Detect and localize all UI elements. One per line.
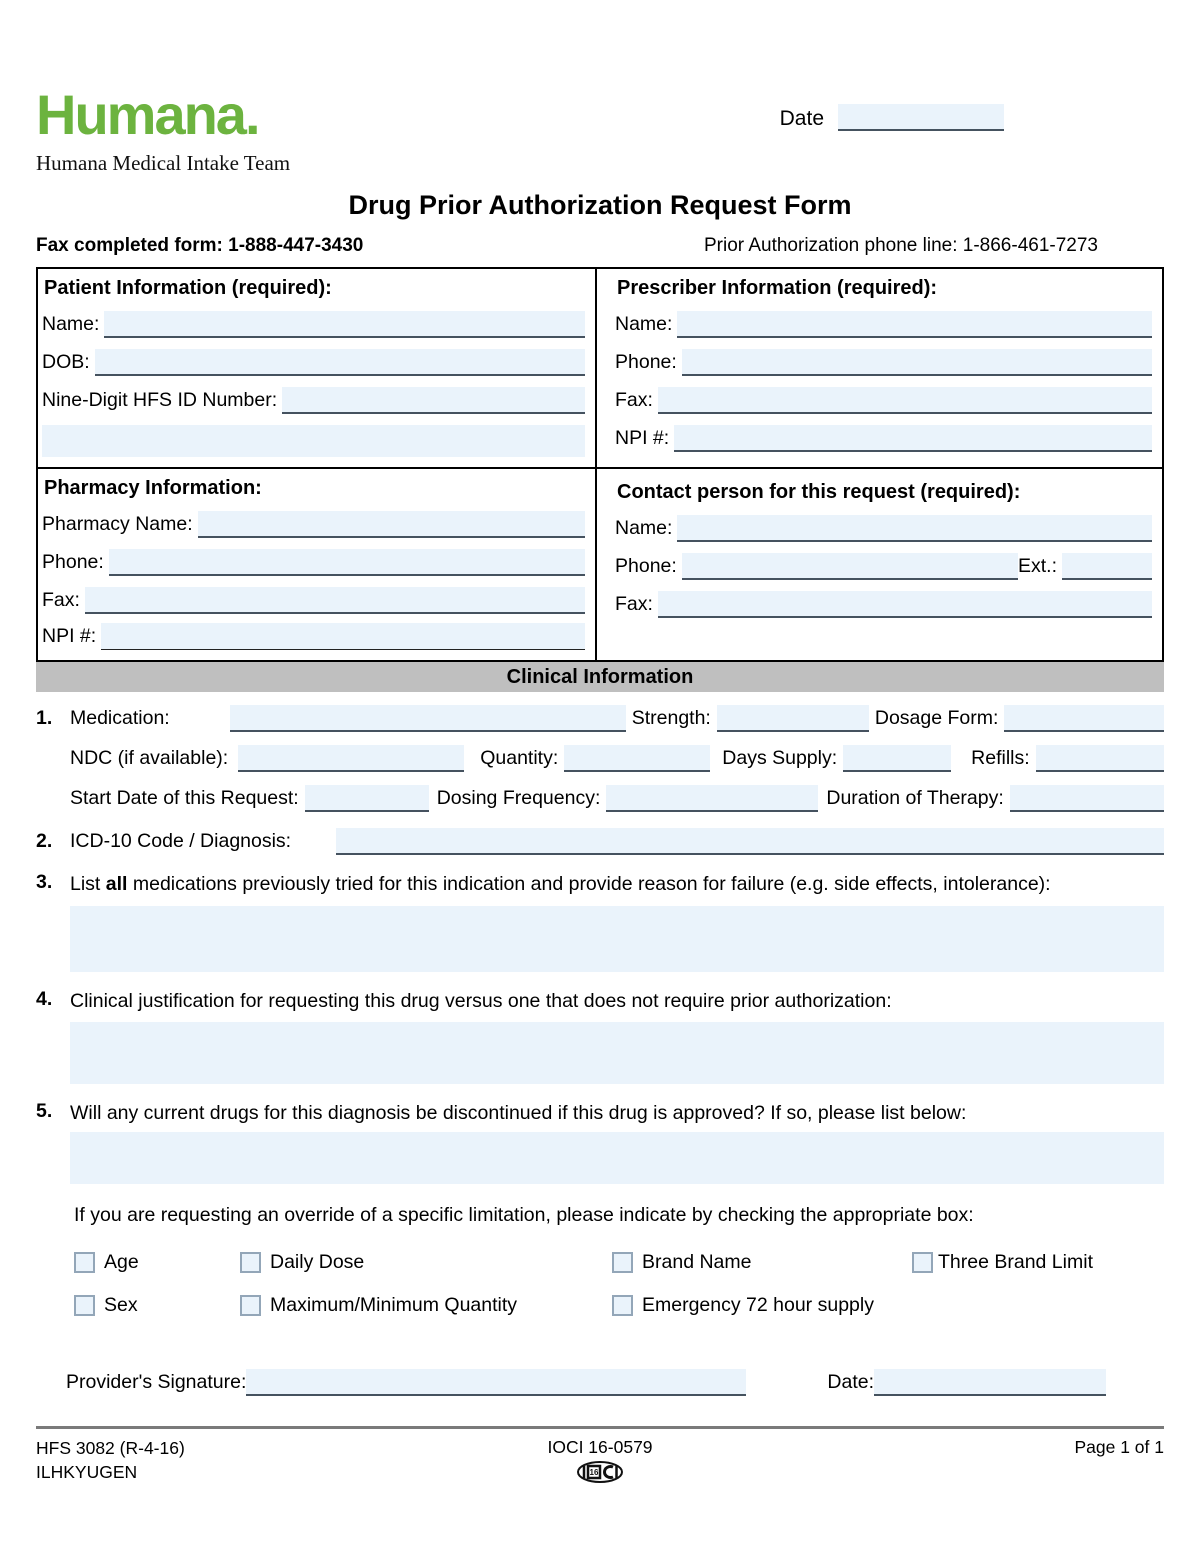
- pharmacy-section: [38, 469, 597, 660]
- ndc-label: NDC (if available):: [70, 747, 229, 770]
- prescriber-phone-label: Phone:: [615, 351, 677, 374]
- ndc-input[interactable]: [238, 745, 464, 772]
- three-brand-limit-checkbox[interactable]: [912, 1252, 933, 1273]
- checkbox-item-age: [74, 1251, 240, 1274]
- item5-answer-area[interactable]: [70, 1132, 1164, 1184]
- age-checkbox-label: Age: [104, 1251, 139, 1274]
- override-instruction: If you are requesting an override of a specific limitation, please indicate by checking the appropriate box:: [74, 1204, 974, 1227]
- duration-input[interactable]: [1010, 785, 1164, 812]
- dosing-frequency-label: Dosing Frequency:: [436, 787, 601, 810]
- logo-block: [36, 83, 291, 176]
- prescriber-phone-input[interactable]: [682, 349, 1152, 376]
- footer-form-id: [36, 1437, 547, 1491]
- patient-hfs-id-label: Nine-Digit HFS ID Number:: [42, 389, 278, 412]
- strength-label: Strength:: [631, 707, 711, 730]
- medication-label: Medication:: [70, 707, 170, 730]
- header: [36, 0, 1164, 176]
- signature-row: [66, 1369, 1106, 1396]
- humana-logo: Humana.: [36, 83, 259, 146]
- override-checkbox-grid: [74, 1251, 1164, 1317]
- contact-fax-label: Fax:: [615, 593, 653, 616]
- clinical-section-header: Clinical Information: [36, 662, 1164, 692]
- emergency-supply-checkbox-label: Emergency 72 hour supply: [642, 1294, 874, 1317]
- daily-dose-checkbox[interactable]: [240, 1252, 261, 1273]
- quantity-label: Quantity:: [480, 747, 559, 770]
- emergency-supply-checkbox[interactable]: [612, 1295, 633, 1316]
- header-date-row: [780, 104, 1004, 131]
- patient-section: [38, 269, 597, 469]
- icd10-label: ICD-10 Code / Diagnosis:: [70, 830, 292, 853]
- footer-form-code: ILHKYUGEN: [36, 1461, 138, 1482]
- clinical-item5: [36, 1100, 1164, 1126]
- sex-checkbox[interactable]: [74, 1295, 95, 1316]
- contact-ext-input[interactable]: [1062, 553, 1152, 580]
- contact-lines: [36, 235, 1164, 257]
- prescriber-heading: Prescriber Information (required):: [617, 277, 938, 300]
- item4-text: Clinical justification for requesting this drug versus one that does not require prior authorization:: [70, 989, 892, 1012]
- footer-page-number: Page 1 of 1: [1074, 1437, 1164, 1458]
- patient-dob-input[interactable]: [95, 349, 585, 376]
- pharmacy-name-label: Pharmacy Name:: [42, 513, 193, 536]
- item3-number: 3.: [36, 871, 53, 894]
- pharmacy-fax-input[interactable]: [85, 587, 585, 614]
- icd10-input[interactable]: [336, 828, 1164, 855]
- prescriber-name-input[interactable]: [677, 311, 1152, 338]
- pharmacy-npi-input[interactable]: [101, 623, 585, 650]
- header-date-input[interactable]: [838, 104, 1004, 131]
- item1-number: 1.: [36, 707, 53, 730]
- item2-number: 2.: [36, 830, 53, 853]
- start-date-label: Start Date of this Request:: [70, 787, 299, 810]
- checkbox-item-emergency-supply: [612, 1294, 912, 1317]
- patient-dob-label: DOB:: [42, 351, 90, 374]
- patient-extra-input[interactable]: [42, 425, 585, 457]
- clinical-item1-row1: [36, 705, 1164, 732]
- prescriber-npi-input[interactable]: [674, 425, 1152, 452]
- brand-name-checkbox-label: Brand Name: [642, 1251, 752, 1274]
- max-min-quantity-checkbox[interactable]: [240, 1295, 261, 1316]
- item4-number: 4.: [36, 987, 53, 1010]
- dosing-frequency-input[interactable]: [606, 785, 818, 812]
- max-min-quantity-checkbox-label: Maximum/Minimum Quantity: [270, 1294, 518, 1317]
- duration-label: Duration of Therapy:: [826, 787, 1004, 810]
- clinical-item3: [36, 871, 1164, 897]
- dosage-form-label: Dosage Form:: [874, 707, 999, 730]
- info-table: [36, 267, 1164, 662]
- footer: [36, 1437, 1164, 1491]
- days-supply-label: Days Supply:: [722, 747, 838, 770]
- prescriber-fax-label: Fax:: [615, 389, 653, 412]
- clinical-item1-row3: [70, 785, 1164, 812]
- contact-fax-input[interactable]: [658, 591, 1152, 618]
- brand-name-checkbox[interactable]: [612, 1252, 633, 1273]
- pharmacy-fax-label: Fax:: [42, 589, 80, 612]
- refills-input[interactable]: [1036, 745, 1164, 772]
- footer-form-number: HFS 3082 (R-4-16): [36, 1438, 185, 1459]
- pharmacy-phone-input[interactable]: [109, 549, 585, 576]
- footer-divider: [36, 1426, 1164, 1429]
- days-supply-input[interactable]: [843, 745, 951, 772]
- patient-name-label: Name:: [42, 313, 100, 336]
- checkbox-item-max-min-quantity: [240, 1294, 612, 1317]
- patient-hfs-id-input[interactable]: [282, 387, 585, 414]
- patient-name-input[interactable]: [104, 311, 585, 338]
- item5-text: Will any current drugs for this diagnosis be discontinued if this drug is approved? If so, please list below:: [70, 1101, 967, 1124]
- prescriber-section: [597, 269, 1162, 469]
- item3-text: List all medications previously tried for this indication and provide reason for failure (e.g. side effects, intolerance):: [70, 873, 1051, 896]
- phone-line: Prior Authorization phone line: 1-866-461-7273: [704, 235, 1098, 257]
- prescriber-fax-input[interactable]: [658, 387, 1152, 414]
- header-date-label: Date: [779, 107, 824, 130]
- medication-input[interactable]: [230, 705, 626, 732]
- footer-ioci-number: IOCI 16-0579: [547, 1437, 653, 1458]
- ioci-logo: [575, 1460, 625, 1486]
- pharmacy-name-input[interactable]: [198, 511, 585, 538]
- fax-line: Fax completed form: 1-888-447-3430: [36, 235, 364, 257]
- contact-name-label: Name:: [615, 517, 673, 540]
- item5-number: 5.: [36, 1099, 53, 1122]
- signature-date-input[interactable]: [874, 1369, 1106, 1396]
- signature-date-label: Date:: [827, 1371, 874, 1394]
- pharmacy-phone-label: Phone:: [42, 551, 104, 574]
- prescriber-name-label: Name:: [615, 313, 673, 336]
- prescriber-npi-label: NPI #:: [615, 427, 670, 450]
- contact-name-input[interactable]: [677, 515, 1152, 542]
- logo-subtitle: Humana Medical Intake Team: [36, 151, 291, 176]
- dosage-form-input[interactable]: [1004, 705, 1164, 732]
- daily-dose-checkbox-label: Daily Dose: [270, 1251, 365, 1274]
- contact-ext-label: Ext.:: [1017, 555, 1057, 578]
- item3-answer-area[interactable]: [70, 906, 1164, 972]
- checkbox-item-sex: [74, 1294, 240, 1317]
- pharmacy-npi-label: NPI #:: [42, 625, 97, 648]
- refills-label: Refills:: [971, 747, 1030, 770]
- provider-signature-label: Provider's Signature:: [66, 1371, 247, 1394]
- checkbox-item-three-brand-limit: [912, 1251, 1164, 1274]
- checkbox-item-brand-name: [612, 1251, 912, 1274]
- start-date-input[interactable]: [305, 785, 429, 812]
- contact-phone-label: Phone:: [615, 555, 677, 578]
- clinical-item2-row: [36, 828, 1164, 855]
- contact-person-section: [597, 469, 1162, 660]
- clinical-item4: [36, 988, 1164, 1014]
- form-title: Drug Prior Authorization Request Form: [348, 190, 852, 221]
- footer-ioci: [547, 1437, 652, 1491]
- strength-input[interactable]: [717, 705, 869, 732]
- age-checkbox[interactable]: [74, 1252, 95, 1273]
- contact-phone-input[interactable]: [682, 553, 1018, 580]
- sex-checkbox-label: Sex: [104, 1294, 138, 1317]
- provider-signature-input[interactable]: [246, 1369, 746, 1396]
- quantity-input[interactable]: [564, 745, 710, 772]
- svg-text:16: 16: [589, 1468, 599, 1478]
- three-brand-limit-checkbox-label: Three Brand Limit: [938, 1251, 1093, 1274]
- clinical-item1-row2: [70, 745, 1164, 772]
- pharmacy-heading: Pharmacy Information:: [44, 477, 262, 500]
- patient-heading: Patient Information (required):: [44, 277, 332, 300]
- item4-answer-area[interactable]: [70, 1022, 1164, 1084]
- contact-person-heading: Contact person for this request (required):: [617, 481, 1021, 504]
- checkbox-item-daily-dose: [240, 1251, 612, 1274]
